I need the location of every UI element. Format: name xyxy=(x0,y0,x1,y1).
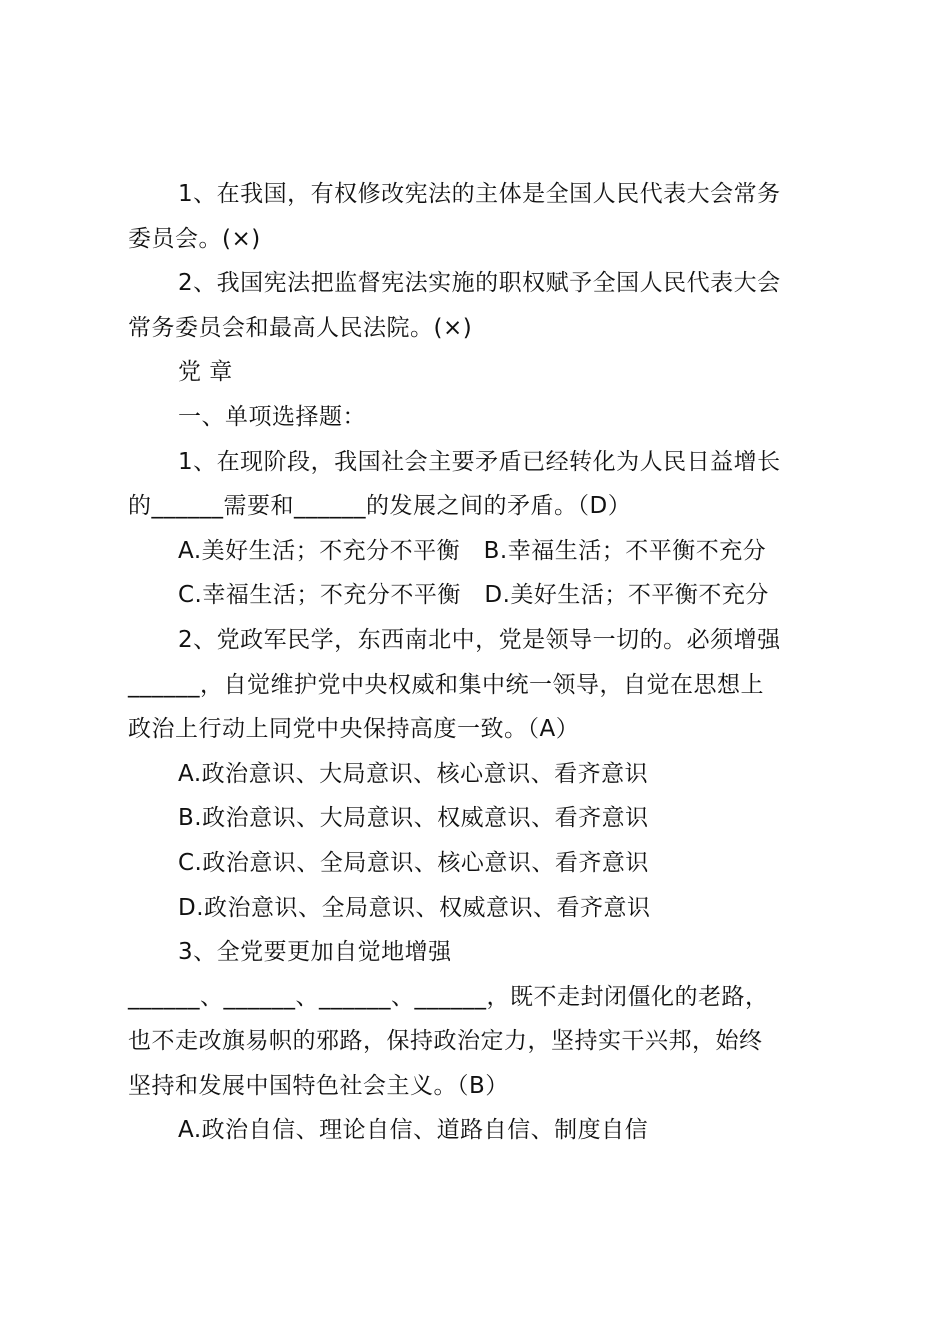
text-line: 委员会。(×) xyxy=(128,225,261,252)
answer-option: A.政治自信、理论自信、道路自信、制度自信 xyxy=(178,1117,649,1144)
question-text: ______，自觉维护党中央权威和集中统一领导，自觉在思想上 xyxy=(128,671,764,698)
question-text: 1、在现阶段，我国社会主要矛盾已经转化为人民日益增长 xyxy=(178,448,781,475)
text-line: 2、我国宪法把监督宪法实施的职权赋予全国人民代表大会 xyxy=(178,270,781,297)
question-text: 的______需要和______的发展之间的矛盾。（D） xyxy=(128,493,632,520)
question-text: 也不走改旗易帜的邪路，保持政治定力，坚持实干兴邦，始终 xyxy=(128,1028,763,1055)
answer-options: A.美好生活；不充分不平衡 B.幸福生活；不平衡不充分 xyxy=(178,537,767,564)
section-heading: 党 章 xyxy=(178,359,233,386)
answer-options: C.幸福生活；不充分不平衡 D.美好生活；不平衡不充分 xyxy=(178,582,769,609)
text-line: 1、在我国，有权修改宪法的主体是全国人民代表大会常务 xyxy=(178,181,781,207)
section-subheading: 一、单项选择题： xyxy=(178,403,366,430)
question-text: 3、全党要更加自觉地增强 xyxy=(178,939,452,966)
question-text: 政治上行动上同党中央保持高度一致。（A） xyxy=(128,716,580,743)
answer-option: D.政治意识、全局意识、权威意识、看齐意识 xyxy=(178,894,651,921)
question-text: 2、党政军民学，东西南北中，党是领导一切的。必须增强 xyxy=(178,626,781,653)
answer-option: A.政治意识、大局意识、核心意识、看齐意识 xyxy=(178,760,649,787)
answer-option: B.政治意识、大局意识、权威意识、看齐意识 xyxy=(178,805,649,832)
question-text: ______、______、______、______，既不走封闭僵化的老路， xyxy=(128,983,769,1010)
document-body xyxy=(128,172,834,1153)
answer-option: C.政治意识、全局意识、核心意识、看齐意识 xyxy=(178,849,649,876)
question-text: 坚持和发展中国特色社会主义。（B） xyxy=(128,1072,509,1099)
text-line: 常务委员会和最高人民法院。(×) xyxy=(128,314,473,341)
